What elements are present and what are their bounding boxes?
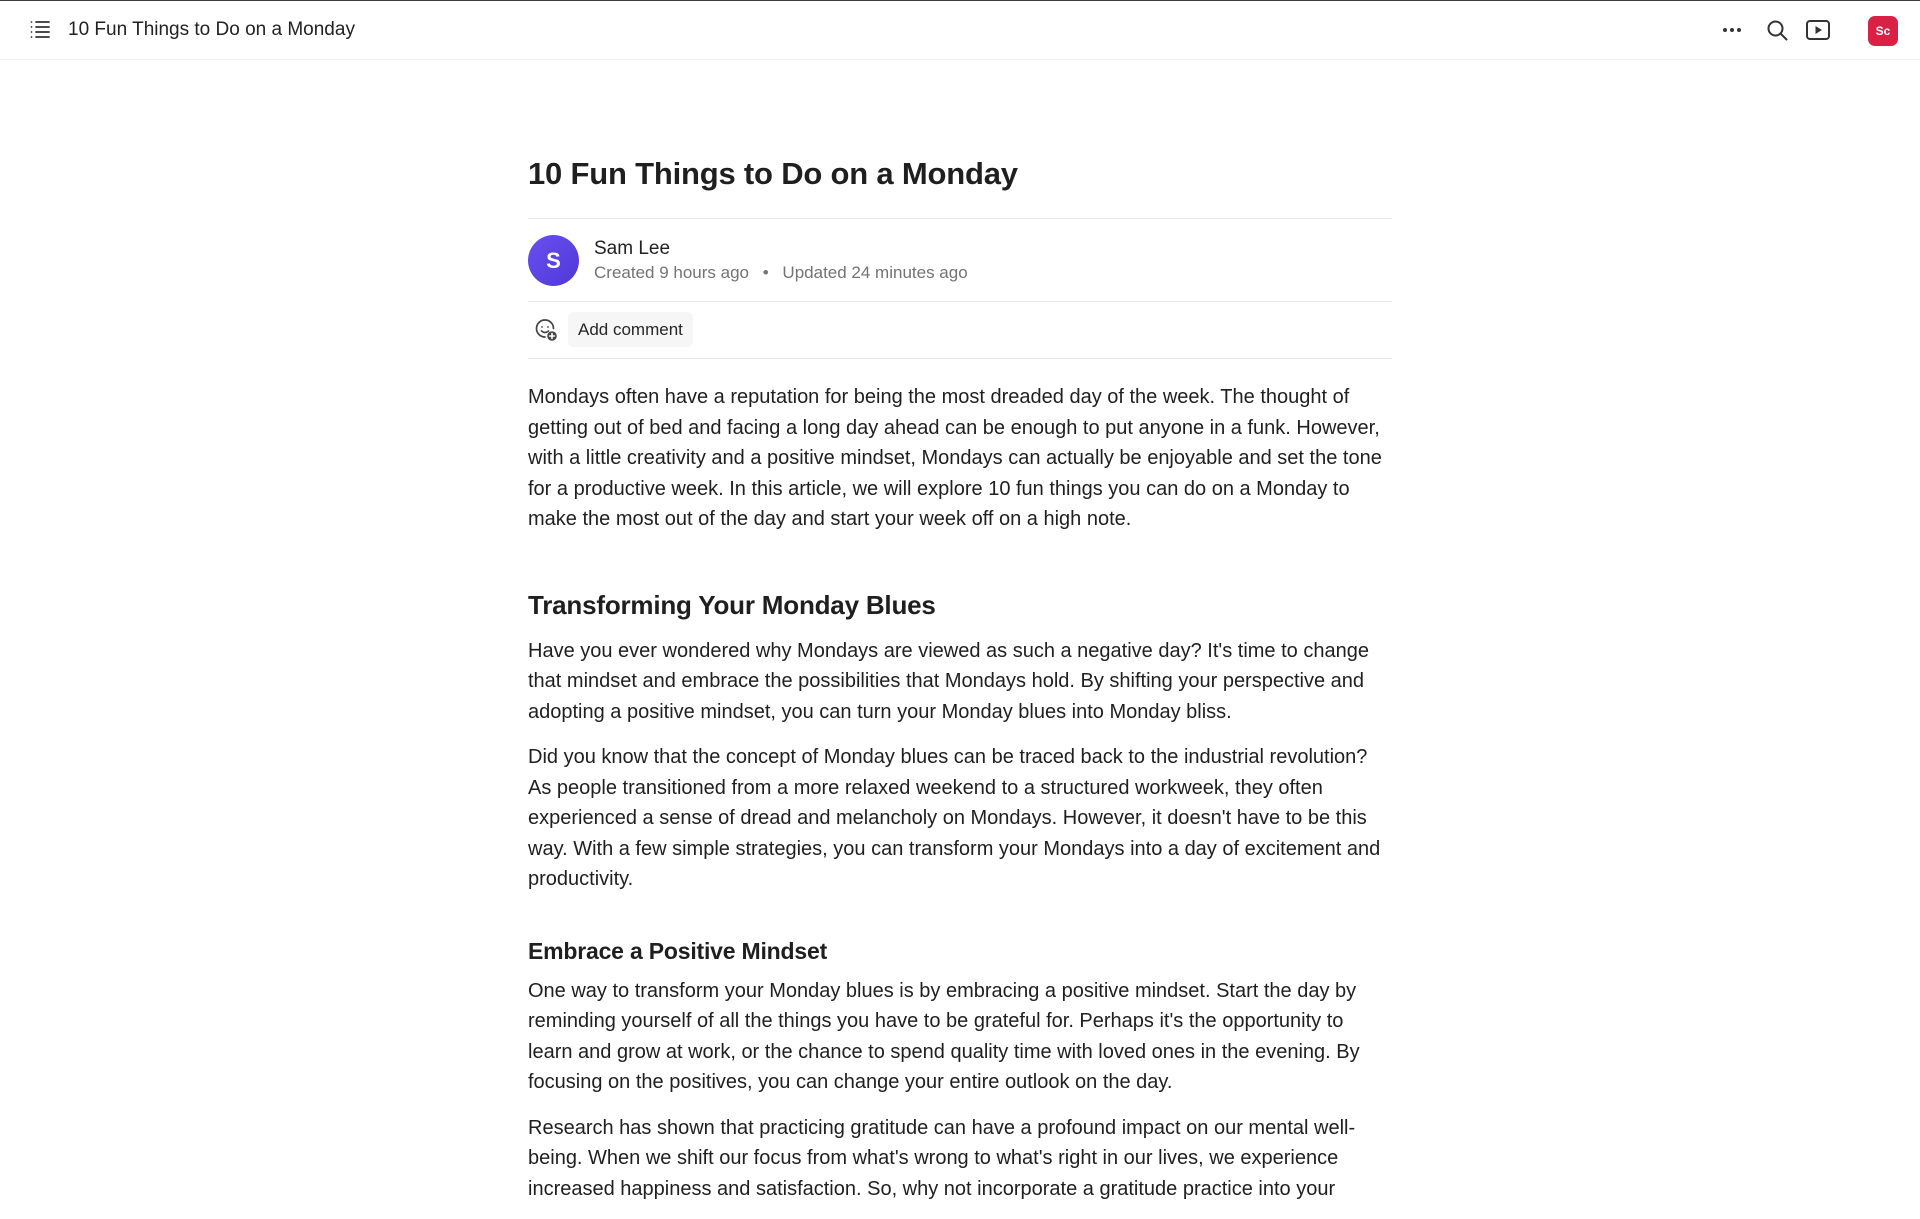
document-body[interactable]	[528, 359, 1392, 1204]
updated-time[interactable]: Updated 24 minutes ago	[782, 263, 968, 282]
paragraph: Did you know that the concept of Monday blues can be traced back to the industrial revolution? As people transitioned from a more relaxed weekend to a structured workweek, they often experienced a sense of dread and melancholy on Mondays. However, it doesn't have to be this way. With a few simple strategies, you can transform your Mondays into a day of excitement and productivity.	[528, 746, 1381, 890]
created-time: Created 9 hours ago	[594, 263, 749, 282]
present-icon[interactable]	[1804, 16, 1832, 44]
author-avatar[interactable]: S	[528, 235, 579, 286]
document-title-breadcrumb[interactable]: 10 Fun Things to Do on a Monday	[68, 19, 355, 40]
user-avatar-button[interactable]: Sc	[1868, 16, 1898, 46]
page-title: 10 Fun Things to Do on a Monday	[528, 156, 1018, 191]
intro-paragraph: Mondays often have a reputation for being the most dreaded day of the week. The thought of getting out of bed and facing a long day ahead can be enough to put anyone in a funk. However, with a little creativity and a positive mindset, Mondays can actually be enjoyable and set the tone for a productive week. In this article, we will explore 10 fun things you can do on a Monday to make the most out of the day and start your week off on a high note.	[528, 386, 1382, 530]
paragraph: Research has shown that practicing gratitude can have a profound impact on our mental well-being. When we shift our focus from what's wrong to what's right in our lives, we experience increased happiness and satisfaction. So, why not incorporate a gratitude practice into your	[528, 1116, 1356, 1200]
document	[528, 150, 1392, 1219]
author-info	[528, 219, 1392, 301]
add-comment-icon[interactable]	[534, 318, 558, 342]
comment-bar	[528, 302, 1392, 358]
more-icon[interactable]	[1718, 16, 1746, 44]
top-bar	[0, 1, 1920, 60]
paragraph: Have you ever wondered why Mondays are viewed as such a negative day? It's time to change that mindset and embrace the possibilities that Mondays hold. By shifting your perspective and adopting a positive mindset, you can turn your Monday blues into Monday bliss.	[528, 639, 1369, 723]
meta-separator: •	[762, 263, 769, 282]
document-meta	[594, 262, 968, 284]
author-name[interactable]: Sam Lee	[594, 238, 671, 259]
paragraph: One way to transform your Monday blues is by embracing a positive mindset. Start the day by reminding yourself of all the things you have to be grateful for. Perhaps it's the opportunity to learn and grow at work, or the chance to spend quality time with loved ones in the evening. By focusing on the positives, you can change your entire outlook on the day.	[528, 979, 1360, 1093]
subsection-heading: Embrace a Positive Mindset	[528, 937, 828, 964]
list-icon[interactable]	[28, 17, 52, 41]
section-heading: Transforming Your Monday Blues	[528, 589, 936, 620]
search-icon[interactable]	[1763, 16, 1791, 44]
add-comment-button[interactable]: Add comment	[568, 312, 693, 347]
